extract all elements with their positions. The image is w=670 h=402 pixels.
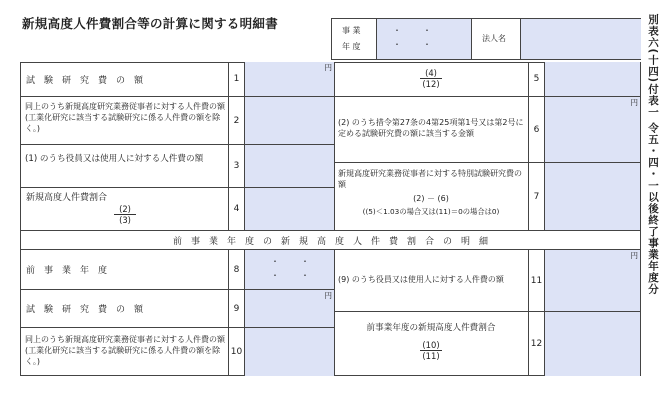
row-3-input[interactable] bbox=[244, 145, 334, 187]
row-label: 同上のうち新規高度研究業務従事者に対する人件費の額(工業化研究に該当する試験研究に係る人件費の額を除く。) bbox=[25, 102, 225, 133]
row-11-input[interactable] bbox=[544, 250, 640, 311]
row-4-input[interactable] bbox=[244, 188, 334, 230]
fraction-numerator: (2) bbox=[119, 204, 131, 214]
yen-unit: 円 bbox=[630, 251, 638, 260]
row-12-input[interactable] bbox=[544, 312, 640, 376]
row-10-input[interactable] bbox=[244, 328, 334, 376]
row-2 bbox=[20, 97, 334, 145]
date-separator: ・ bbox=[271, 257, 279, 266]
row-6 bbox=[334, 97, 641, 163]
date-separator: ・ bbox=[393, 26, 401, 35]
fraction-numerator: (10) bbox=[422, 340, 440, 350]
row-4 bbox=[20, 188, 334, 230]
row-label: (1) のうち役員又は使用人に対する人件費の額 bbox=[25, 154, 204, 164]
row-7-input[interactable] bbox=[544, 163, 640, 230]
fiscal-year-input[interactable] bbox=[376, 19, 471, 59]
row-number: 8 bbox=[228, 250, 244, 289]
row-number: 1 bbox=[228, 62, 244, 96]
yen-unit: 円 bbox=[630, 98, 638, 107]
row-2-input[interactable] bbox=[244, 97, 334, 144]
row-label: 新規高度研究業務従事者に対する特別試験研究費の額 bbox=[338, 169, 522, 189]
row-note: ((5)＜1.03の場合又は(11)＝0の場合は0) bbox=[362, 207, 500, 216]
corp-name-label: 法人名 bbox=[482, 34, 506, 43]
date-separator: ・ bbox=[271, 271, 279, 280]
row-10 bbox=[20, 328, 334, 376]
row-9-input[interactable] bbox=[244, 290, 334, 327]
row-8 bbox=[20, 250, 334, 290]
row-label: 前事業年度の新規高度人件費割合 bbox=[366, 323, 496, 333]
section-title: 前 事 業 年 度 の 新 規 高 度 人 件 費 割 合 の 明 細 bbox=[20, 230, 641, 250]
row-label: 同上のうち新規高度研究業務従事者に対する人件費の額(工業化研究に該当する試験研究に係る人件費の額を除く。) bbox=[25, 335, 225, 366]
row-label: (2) のうち措令第27条の4第25項第1号又は第2号に定める試験研究費の額に該当する金額 bbox=[338, 118, 524, 138]
row-label: 前 事 業 年 度 bbox=[26, 266, 108, 276]
fraction-denominator: (3) bbox=[119, 215, 131, 225]
row-number: 6 bbox=[528, 97, 544, 162]
row-number: 9 bbox=[228, 290, 244, 327]
date-separator: ・ bbox=[423, 40, 431, 49]
yen-unit: 円 bbox=[324, 63, 332, 72]
date-separator: ・ bbox=[423, 26, 431, 35]
row-5-input[interactable] bbox=[544, 62, 640, 96]
row-formula: (2) － (6) bbox=[413, 194, 449, 203]
row-number: 3 bbox=[228, 145, 244, 187]
row-number: 7 bbox=[528, 163, 544, 230]
row-label: 試 験 研 究 費 の 額 bbox=[26, 75, 144, 86]
fiscal-year-label-1: 事 業 bbox=[342, 26, 361, 35]
fraction-numerator: (4) bbox=[425, 68, 437, 78]
row-5 bbox=[334, 62, 641, 97]
row-number: 5 bbox=[528, 62, 544, 96]
row-number: 10 bbox=[228, 328, 244, 376]
side-form-label: 別表六(十四)付表一 令五・四・一以後終了事業年度分 bbox=[647, 14, 659, 295]
row-12 bbox=[334, 312, 641, 376]
yen-unit: 円 bbox=[324, 291, 332, 300]
fraction-denominator: (11) bbox=[422, 351, 440, 361]
row-1 bbox=[20, 62, 334, 97]
corp-name-input[interactable] bbox=[520, 19, 641, 59]
row-number: 4 bbox=[228, 188, 244, 230]
fraction-formula bbox=[414, 68, 448, 89]
row-number: 12 bbox=[528, 312, 544, 376]
corp-name-box bbox=[471, 18, 641, 60]
row-label: 試 験 研 究 費 の 額 bbox=[26, 305, 144, 315]
form-title: 新規高度人件費割合等の計算に関する明細書 bbox=[22, 16, 279, 31]
fraction-denominator: (12) bbox=[422, 79, 440, 89]
fiscal-year-label-2: 年 度 bbox=[342, 42, 361, 51]
row-6-input[interactable] bbox=[544, 97, 640, 162]
fraction-formula bbox=[414, 340, 448, 361]
row-8-input[interactable] bbox=[244, 250, 334, 289]
row-label: (9) のうち役員又は使用人に対する人件費の額 bbox=[338, 275, 504, 284]
row-7 bbox=[334, 163, 641, 230]
date-separator: ・ bbox=[301, 257, 309, 266]
fiscal-year-box bbox=[331, 18, 471, 60]
row-11 bbox=[334, 250, 641, 312]
row-number: 11 bbox=[528, 250, 544, 311]
fraction-formula bbox=[110, 204, 140, 225]
date-separator: ・ bbox=[393, 40, 401, 49]
row-number: 2 bbox=[228, 97, 244, 144]
row-label: 新規高度人件費割合 bbox=[26, 192, 108, 203]
date-separator: ・ bbox=[301, 271, 309, 280]
row-3 bbox=[20, 145, 334, 188]
row-9 bbox=[20, 290, 334, 328]
row-1-input[interactable] bbox=[244, 62, 334, 96]
